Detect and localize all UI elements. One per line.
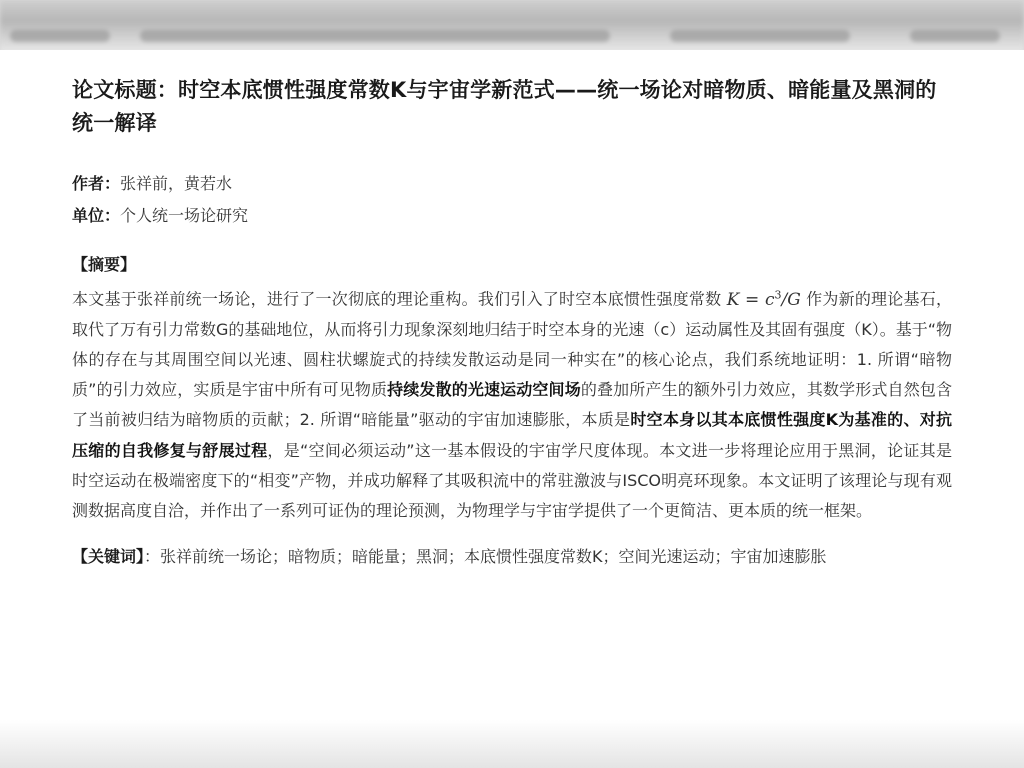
affiliation-label: 单位： [72,206,121,225]
abstract-text [72,280,952,526]
abstract-part-4: ，是“空间必须运动”这一基本假设的宇宙学尺度体现。本文进一步将理论应用于黑洞，论证其是时空运动在极端密度下的“相变”产物，并成功解释了其吸积流中的常驻激波与ISCO明亮环现象。本文证明了该理论与现有观测数据高度自洽，并作出了一系列可证伪的理论预测，为物理学与宇宙学提供了一个更简洁、更本质的统一框架。 [72,440,952,521]
affiliation-value: 个人统一场论研究 [120,206,249,225]
blurred-bar-segment [670,30,850,42]
abstract-bold-2: 时空本身以其本底惯性强度K为基准的、对抗压缩的自我修复与舒展过程 [72,410,952,460]
document-page [0,50,1024,720]
abstract-bold-1: 持续发散的光速运动空间场 [387,380,581,400]
bottom-shadow [0,720,1024,768]
authors-value: 张祥前，黄若水 [120,174,233,193]
abstract-heading: 【摘要】 [72,255,137,274]
keywords-label: 【关键词】 [72,547,145,567]
authors-label: 作者： [72,174,121,193]
blurred-browser-bar [0,0,1024,52]
blurred-bar-segment [10,30,110,42]
abstract-part-1: 本文基于张祥前统一场论，进行了一次彻底的理论重构。我们引入了时空本底惯性强度常数 [72,289,727,309]
paper-title: 论文标题：时空本底惯性强度常数K与宇宙学新范式——统一场论对暗物质、暗能量及黑洞的统一解译 [72,78,937,135]
blurred-bar-segment [140,30,610,42]
keywords-line [72,542,952,572]
keywords-value: ：张祥前统一场论；暗物质；暗能量；黑洞；本底惯性强度常数K；空间光速运动；宇宙加速膨胀 [144,547,827,567]
abstract-part-3: 的叠加所产生的额外引力效应，其数学形式自然包含了当前被归结为暗物质的贡献；2. 所谓“暗能量”驱动的宇宙加速膨胀，本质是 [72,380,952,430]
affiliation-line [72,200,952,232]
authors-line [72,168,952,200]
formula-k: $K = c^3/G$ [726,288,801,310]
abstract-part-2: 作为新的理论基石，取代了万有引力常数G的基础地位，从而将引力现象深刻地归结于时空本身的光速（c）运动属性及其固有强度（K）。基于“物体的存在与其周围空间以光速、圆柱状螺旋式的持续发散运动是同一种实在”的核心论点，我们系统地证明：1. 所谓“暗物质”的引力效应，实质是宇宙中所有可见物质 [72,289,952,400]
paper-content [72,74,952,572]
blurred-bar-segment [910,30,1000,42]
